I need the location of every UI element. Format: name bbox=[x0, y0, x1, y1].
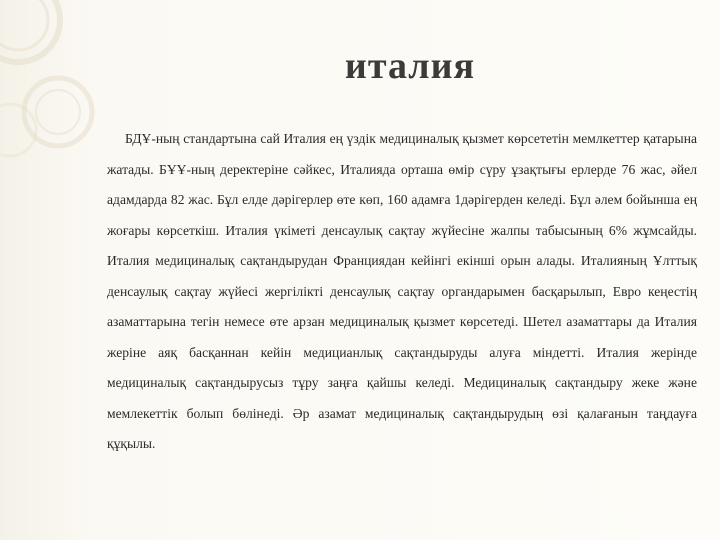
slide-body-text: БДҰ-ның стандартына сай Италия ең үздік медициналық қызмет көрсететін мемлкеттер қатарына жатады. БҰҰ-ның деректеріне сәйкес, Италияда орташа өмір сүру ұзақтығы ерлерде 76 жас, әйел адамдарда 82 жас. Бұл елде дәрігерлер өте көп, 160 адамға 1дәрігерден келеді. Бұл әлем бойынша ең жоғары көрсеткіш. Италия үкіметі денсаулық сақтау жүйесіне жалпы табысының 6% жұмсайды. Италия медициналық сақтандырудан Франциядан кейінгі екінші орын алады. Италияның Ұлттық денсаулық сақтау жүйесі жергілікті денсаулық сақтау органдарымен басқарылып, Евро кеңестің азаматтарына тегін немесе өте арзан медициналық қызмет көрсетеді. Шетел азаматтары да Италия жеріне аяқ басқаннан кейін медицианлық сақтандыруды алуға міндетті. Италия жерінде медициналық сақтандырусыз тұру заңға қайшы келеді. Медициналық сақтандыру жеке және мемлекеттік болып бөлінеді. Әр азамат медициналық сақтандырудың өзі қалағанын таңдауға құқылы. bbox=[107, 131, 697, 451]
slide-title: италия bbox=[344, 45, 476, 87]
